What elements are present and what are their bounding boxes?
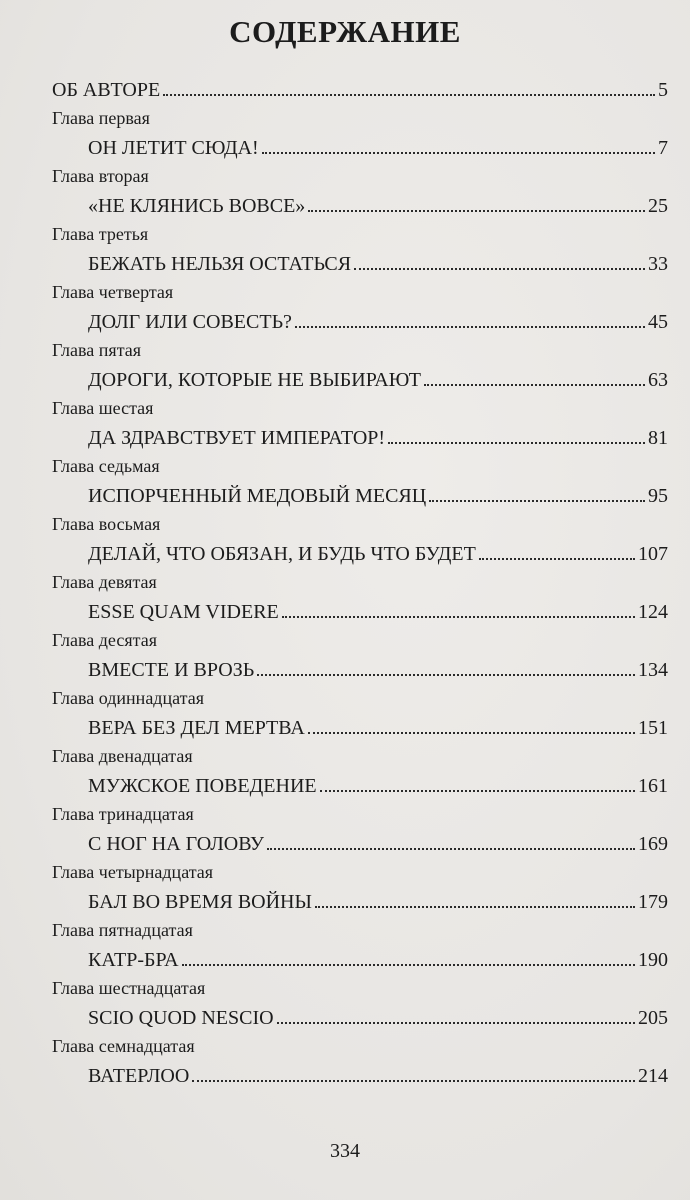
dot-leader: [282, 616, 635, 618]
toc-entry-page: 25: [648, 195, 668, 217]
dot-leader: [429, 500, 645, 502]
toc-entry: [52, 188, 668, 218]
toc-entry: [52, 826, 668, 856]
dot-leader: [308, 732, 635, 734]
toc-entry-page: 179: [638, 891, 668, 913]
toc-entry: [52, 130, 668, 160]
toc-entry: [52, 304, 668, 334]
chapter-label: Глава пятая: [52, 340, 142, 360]
toc-entry-title: ДА ЗДРАВСТВУЕТ ИМПЕРАТОР!: [88, 427, 386, 449]
chapter-label: Глава седьмая: [52, 456, 160, 476]
toc-entry: [52, 478, 668, 508]
dot-leader: [163, 94, 655, 96]
chapter-label: Глава тринадцатая: [52, 804, 194, 824]
chapter-label: Глава семнадцатая: [52, 1036, 195, 1056]
chapter-label: Глава первая: [52, 108, 150, 128]
toc-entry-title: ВМЕСТЕ И ВРОЗЬ: [88, 659, 255, 681]
chapter-label: Глава шестнадцатая: [52, 978, 206, 998]
chapter-label: Глава десятая: [52, 630, 157, 650]
toc-entry-page: 205: [638, 1007, 668, 1029]
toc-entry-title: ДОРОГИ, КОТОРЫЕ НЕ ВЫБИРАЮТ: [88, 369, 422, 391]
toc-entry-title: КАТР-БРА: [88, 949, 179, 971]
toc-entry-title: «НЕ КЛЯНИСЬ ВОВСЕ»: [88, 195, 306, 217]
toc-entry-page: 33: [648, 253, 668, 275]
toc-entry-title: МУЖСКОЕ ПОВЕДЕНИЕ: [88, 775, 317, 797]
chapter-label: Глава шестая: [52, 398, 154, 418]
toc-entry-title: ИСПОРЧЕННЫЙ МЕДОВЫЙ МЕСЯЦ: [88, 485, 427, 507]
dot-leader: [192, 1080, 635, 1082]
dot-leader: [257, 674, 635, 676]
toc-entry-about-author: [52, 72, 668, 102]
dot-leader: [315, 906, 635, 908]
toc-entry: [52, 652, 668, 682]
dot-leader: [320, 790, 635, 792]
toc-entry-title: БАЛ ВО ВРЕМЯ ВОЙНЫ: [88, 891, 312, 913]
page-title: СОДЕРЖАНИЕ: [229, 14, 461, 49]
dot-leader: [295, 326, 645, 328]
chapter-label: Глава вторая: [52, 166, 149, 186]
toc-entry: [52, 768, 668, 798]
toc-entry-page: 161: [638, 775, 668, 797]
dot-leader: [354, 268, 645, 270]
toc-entry: [52, 246, 668, 276]
toc-entry-page: 5: [658, 79, 668, 101]
toc-entry-title: SCIO QUOD NESCIO: [88, 1007, 274, 1029]
chapter-label: Глава четырнадцатая: [52, 862, 214, 882]
toc-entry: [52, 942, 668, 972]
dot-leader: [267, 848, 635, 850]
toc-entry-title: ESSE QUAM VIDERE: [88, 601, 279, 623]
toc-entry-title: ВЕРА БЕЗ ДЕЛ МЕРТВА: [88, 717, 305, 739]
table-of-contents: [52, 72, 668, 1088]
toc-entry: [52, 884, 668, 914]
toc-entry-page: 95: [648, 485, 668, 507]
toc-entry: [52, 1058, 668, 1088]
toc-entry-title: ДЕЛАЙ, ЧТО ОБЯЗАН, И БУДЬ ЧТО БУДЕТ: [88, 543, 476, 565]
toc-entry-page: 214: [638, 1065, 668, 1087]
chapter-label: Глава пятнадцатая: [52, 920, 193, 940]
toc-entry: [52, 420, 668, 450]
chapter-label: Глава четвертая: [52, 282, 174, 302]
toc-entry-page: 81: [648, 427, 668, 449]
dot-leader: [277, 1022, 635, 1024]
toc-entry-page: 151: [638, 717, 668, 739]
chapter-label: Глава восьмая: [52, 514, 161, 534]
toc-entry: [52, 710, 668, 740]
chapter-label: Глава третья: [52, 224, 149, 244]
toc-entry-title: ОБ АВТОРЕ: [52, 79, 161, 101]
toc-entry-title: ДОЛГ ИЛИ СОВЕСТЬ?: [88, 311, 292, 333]
toc-entry-title: ОН ЛЕТИТ СЮДА!: [88, 137, 259, 159]
toc-entry: [52, 1000, 668, 1030]
dot-leader: [388, 442, 645, 444]
chapter-label: Глава двенадцатая: [52, 746, 193, 766]
toc-entry: [52, 594, 668, 624]
dot-leader: [479, 558, 635, 560]
toc-entry-page: 169: [638, 833, 668, 855]
toc-entry-title: БЕЖАТЬ НЕЛЬЗЯ ОСТАТЬСЯ: [88, 253, 352, 275]
chapter-label: Глава одиннадцатая: [52, 688, 204, 708]
dot-leader: [424, 384, 645, 386]
toc-entry-page: 63: [648, 369, 668, 391]
toc-entry-title: ВАТЕРЛОО: [88, 1065, 190, 1087]
toc-entry-page: 107: [638, 543, 668, 565]
page-number: 334: [330, 1140, 360, 1162]
toc-entry-title: С НОГ НА ГОЛОВУ: [88, 833, 265, 855]
dot-leader: [182, 964, 635, 966]
toc-entry-page: 134: [638, 659, 668, 681]
toc-entry: [52, 362, 668, 392]
toc-entry-page: 124: [638, 601, 668, 623]
toc-entry: [52, 536, 668, 566]
dot-leader: [308, 210, 645, 212]
toc-entry-page: 45: [648, 311, 668, 333]
dot-leader: [262, 152, 655, 154]
chapter-label: Глава девятая: [52, 572, 157, 592]
toc-entry-page: 190: [638, 949, 668, 971]
toc-entry-page: 7: [658, 137, 668, 159]
